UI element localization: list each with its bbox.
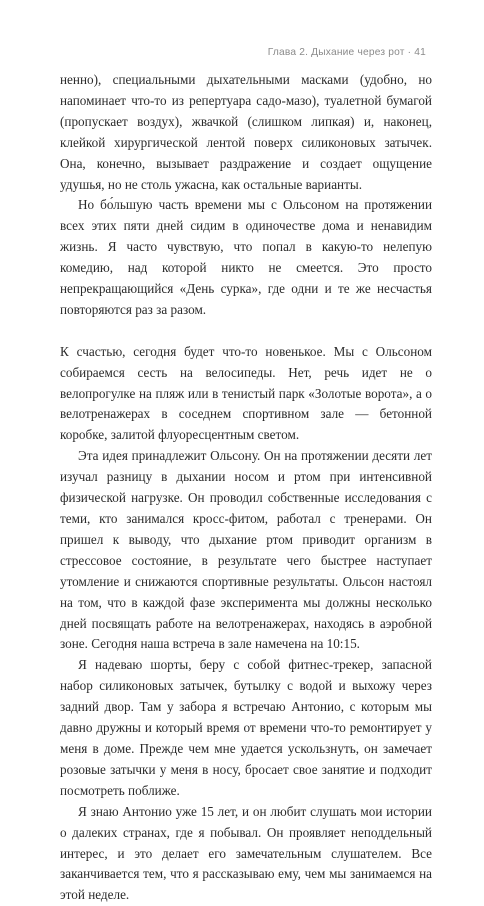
body-text bbox=[60, 70, 432, 906]
paragraph: Я надеваю шорты, беру с собой фитнес-трекер, запасной набор силиконовых затычек, бутылку с водой и выхожу через задний двор. Там у забора я встречаю Антонио, с которым мы давно дружны и который время от времени что-то ремонтирует у меня в доме. Прежде чем мне удается ускользнуть, он замечает розовые затычки у меня в носу, бросает свое занятие и подходит посмотреть поближе. bbox=[60, 657, 432, 798]
running-head: Глава 2. Дыхание через рот · 41 bbox=[267, 47, 426, 58]
paragraph: ненно), специальными дыхательными масками (удобно, но напоминает что-то из репертуара садо-мазо), туалетной бумагой (пропускает воздух), жвачкой (слишком липкая) и, наконец, клейкой хирургической лентой поверх силиконовых затычек. Она, конечно, вызывает раздражение и создает ощущение удушья, но не столь ужасна, как остальные варианты. bbox=[60, 72, 432, 192]
paragraph: К счастью, сегодня будет что-то новенькое. Мы с Ольсоном собираемся сесть на велосипеды. Нет, речь идет не о велопрогулке на пляж или в тенистый парк «Золотые ворота», а о велотренажерах в соседнем спортивном зале — бетонной коробке, залитой флуоресцентным светом. bbox=[60, 343, 432, 443]
paragraph: Я знаю Антонио уже 15 лет, и он любит слушать мои истории о далеких странах, где я побывал. Он проявляет неподдельный интерес, и это делает его замечательным слушателем. Все заканчивается тем, что я рассказываю ему, чем мы занимаемся на этой неделе. bbox=[60, 803, 432, 903]
paragraph: Эта идея принадлежит Ольсону. Он на протяжении десяти лет изучал разницу в дыхании носом и ртом при интенсивной физической нагрузке. Он проводил собственные исследования с теми, кто занимался кросс-фитом, работал с тренерами. Он пришел к выводу, что дыхание ртом приводит организм в стрессовое состояние, в результате чего быстрее наступает утомление и снижаются спортивные результаты. Ольсон настоял на том, что в каждой фазе эксперимента мы должны несколько дней посвящать работе на велотренажерах, находясь в аэробной зоне. Сегодня наша встреча в зале намечена на 10:15. bbox=[60, 448, 432, 652]
paragraph: Но бо́льшую часть времени мы с Ольсоном на протяжении всех этих пяти дней сидим в одиночестве дома и ненавидим жизнь. Я часто чувствую, что попал в какую-то нелепую комедию, над которой никто не смеется. Это просто непрекращающийся «День сурка», где одни и те же несчастья повторяются раз за разом. bbox=[60, 197, 432, 317]
